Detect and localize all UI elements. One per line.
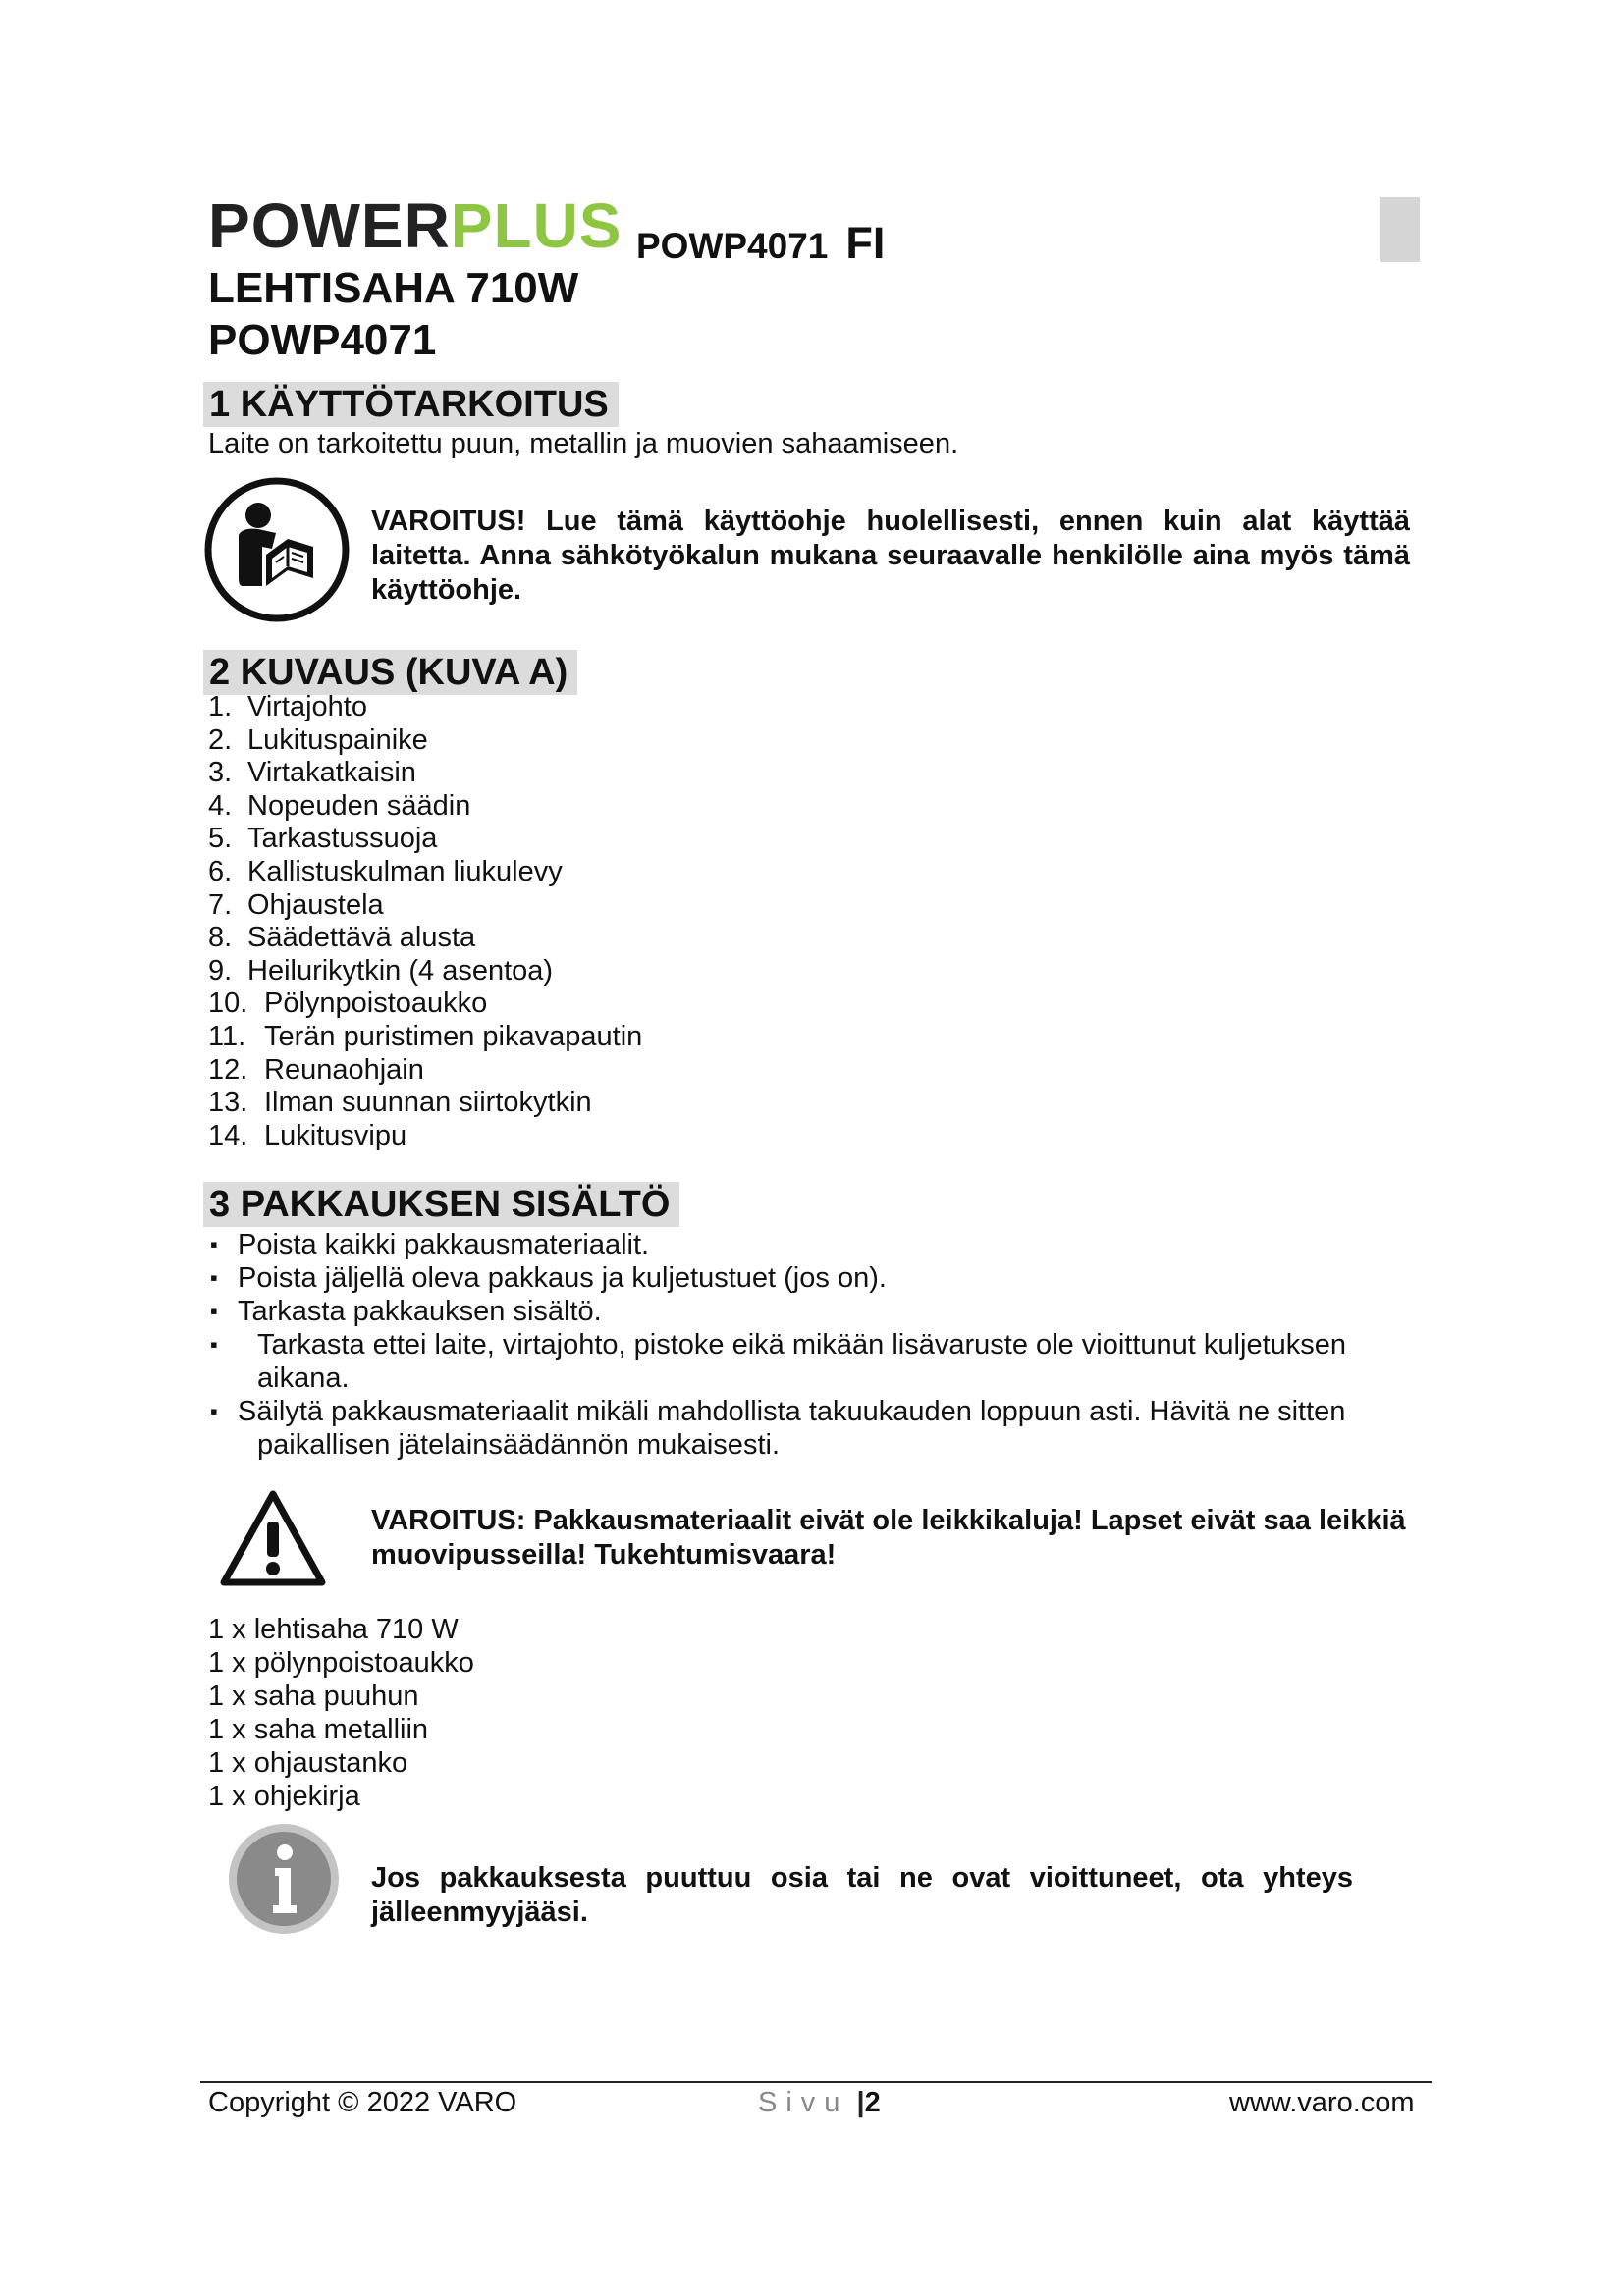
- section-1-warning: VAROITUS! Lue tämä käyttöohje huolellisesti, ennen kuin alat käyttää laitetta. Anna sähkötyökalun mukana seuraavalle henkilölle aina myös tämä käyttöohje.: [371, 506, 1410, 606]
- list-item: 13. Ilman suunnan siirtokytkin: [208, 1087, 592, 1119]
- powerplus-logo: [208, 190, 623, 261]
- warning-triangle-icon: [218, 1488, 328, 1588]
- list-item: 3. Virtakatkaisin: [208, 757, 416, 789]
- logo-power: POWER: [208, 190, 451, 261]
- list-item: 1 x saha metalliin: [208, 1714, 429, 1745]
- read-manual-icon: [203, 476, 351, 623]
- list-item: ▪ Poista jäljellä oleva pakkaus ja kuljetustuet (jos on).: [208, 1261, 1396, 1295]
- section-3-warning: VAROITUS: Pakkausmateriaalit eivät ole leikkikaluja! Lapset eivät saa leikkiä muovipusseilla! Tukehtumisvaara!: [371, 1505, 1406, 1571]
- list-item: 1. Virtajohto: [208, 691, 367, 722]
- list-item: 7. Ohjaustela: [208, 888, 384, 921]
- model-code: POWP4071: [636, 226, 829, 266]
- list-item: 11. Terän puristimen pikavapautin: [208, 1020, 643, 1052]
- list-item: 1 x saha puuhun: [208, 1681, 419, 1712]
- info-icon: [226, 1821, 342, 1937]
- list-item: 2. Lukituspainike: [208, 723, 428, 756]
- list-item: 6. Kallistuskulman liukulevy: [208, 855, 563, 887]
- list-item: 5. Tarkastussuoja: [208, 823, 438, 855]
- logo-plus: PLUS: [450, 190, 623, 261]
- footer-website[interactable]: www.varo.com: [1229, 2087, 1415, 2118]
- description-list: [208, 691, 642, 1152]
- section-1-heading: 1 KÄYTTÖTARKOITUS: [203, 382, 619, 427]
- language-code: FI: [845, 218, 886, 268]
- list-item: 4. Nopeuden säädin: [208, 789, 471, 822]
- list-item: ▪ Tarkasta ettei laite, virtajohto, pistoke eikä mikään lisävaruste ole vioittunut kuljetuksen aikana.: [208, 1328, 1396, 1395]
- product-code: POWP4071: [208, 316, 437, 364]
- list-item: 12. Reunaohjain: [208, 1053, 424, 1086]
- list-item: 1 x ohjaustanko: [208, 1747, 408, 1779]
- list-item: 1 x lehtisaha 710 W: [208, 1614, 459, 1645]
- section-3-heading: 3 PAKKAUKSEN SISÄLTÖ: [203, 1182, 679, 1227]
- list-item: ▪ Tarkasta pakkauksen sisältö.: [208, 1295, 1396, 1328]
- model-header: [636, 218, 885, 269]
- list-item: 1 x ohjekirja: [208, 1781, 360, 1812]
- package-contents-list: [208, 1613, 474, 1813]
- page-separator: |: [856, 2087, 865, 2118]
- list-item: 8. Säädettävä alusta: [208, 922, 476, 954]
- product-title: LEHTISAHA 710W: [208, 264, 579, 312]
- list-item: 14. Lukitusvipu: [208, 1119, 407, 1151]
- section-1-text: Laite on tarkoitettu puun, metallin ja muovien sahaamiseen.: [208, 428, 959, 459]
- footer-copyright: Copyright © 2022 VARO: [208, 2087, 517, 2118]
- list-item: 1 x pölynpoistoaukko: [208, 1647, 474, 1679]
- info-note: Jos pakkauksesta puuttuu osia tai ne ovat vioittuneet, ota yhteys jälleenmyyjääsi.: [371, 1862, 1353, 1928]
- footer-page: [758, 2087, 881, 2119]
- page-number: 2: [864, 2087, 881, 2118]
- page-tab-marker: [1380, 197, 1420, 262]
- section-2-heading: 2 KUVAUS (KUVA A): [203, 650, 577, 695]
- unpacking-bullets: [208, 1228, 1396, 1462]
- list-item: ▪ Poista kaikki pakkausmateriaalit.: [208, 1228, 1396, 1261]
- list-item: ▪ Säilytä pakkausmateriaalit mikäli mahdollista takuukauden loppuun asti. Hävitä ne sitten paikallisen jätelainsäädännön mukaisesti.: [208, 1395, 1396, 1462]
- list-item: 10. Pölynpoistoaukko: [208, 988, 488, 1020]
- page-label: Sivu: [758, 2087, 849, 2118]
- list-item: 9. Heilurikytkin (4 asentoa): [208, 954, 554, 987]
- footer-divider: [200, 2081, 1432, 2083]
